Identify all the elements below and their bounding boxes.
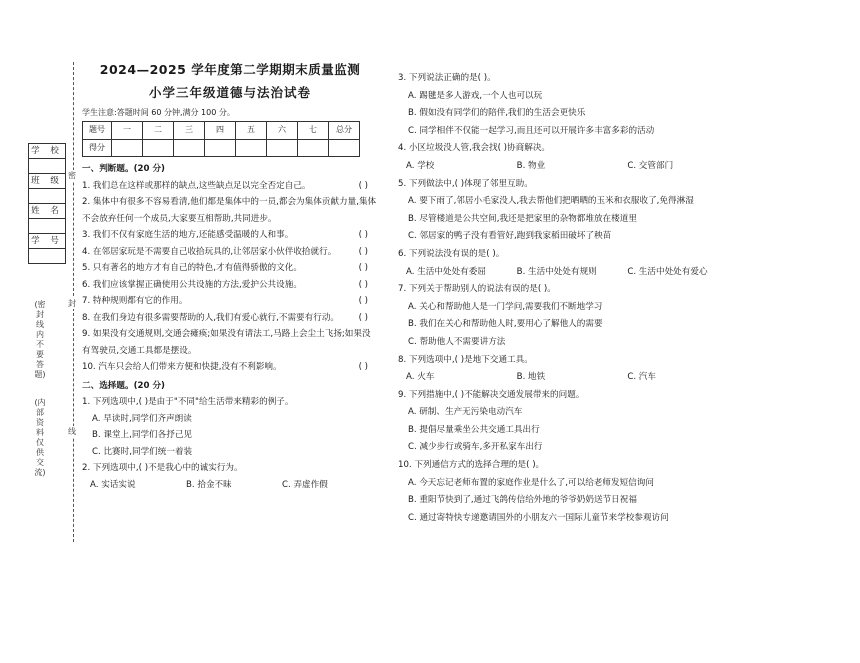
choice-option[interactable]: C. 生活中处处有爱心 xyxy=(627,266,708,277)
score-input-cell[interactable] xyxy=(236,139,267,157)
choice-q7-stem: 7. 下列关于帮助别人的说法有误的是( )。 xyxy=(398,284,556,295)
choice-q4-options xyxy=(398,158,738,176)
choice-option[interactable]: A. 早读时,同学们齐声朗读 xyxy=(92,413,192,424)
student-id-field[interactable] xyxy=(28,233,66,264)
choice-option[interactable]: B. 生活中处处有规则 xyxy=(516,266,597,277)
choice-q10-stem: 10. 下列通信方式的选择合理的是( )。 xyxy=(398,460,545,471)
judge-item-9: 9. 如果没有交通规则,交通会瘫痪;如果没有请法工,马路上会尘土飞扬;如果没有驾驶员,交通工具都是摆设。 xyxy=(82,329,371,356)
judge-item-6: 6. 我们应该掌握正确使用公共设施的方法,爱护公共设施。 ( ) xyxy=(82,277,378,294)
binding-note-internal: (内部资料 仅供交流) xyxy=(34,398,46,477)
score-table-header-row xyxy=(83,122,360,140)
choice-option[interactable]: A. 今天忘记老师布置的家庭作业是什么了,可以给老师发短信询问 xyxy=(408,477,654,488)
choice-q8-options xyxy=(398,369,738,387)
score-cell: 三 xyxy=(174,122,205,140)
score-input-cell[interactable] xyxy=(329,139,360,157)
section1-header: 一、判断题。(20 分) xyxy=(82,164,165,174)
choice-option[interactable]: A. 要下雨了,邻居小毛家没人,我去帮他们把晒晒的玉米和衣服收了,免得淋湿 xyxy=(408,196,694,207)
exam-note: 学生注意:答题时间 60 分钟,满分 100 分。 xyxy=(82,108,235,117)
answer-paren[interactable]: ( ) xyxy=(358,362,368,372)
score-cell: 五 xyxy=(236,122,267,140)
choice-q6-stem: 6. 下列说法没有误的是( )。 xyxy=(398,248,505,259)
choice-option[interactable]: C. 帮助他人不需要讲方法 xyxy=(408,336,506,347)
right-column xyxy=(398,70,738,527)
score-cell: 一 xyxy=(112,122,143,140)
choice-option[interactable]: B. 物业 xyxy=(516,160,546,171)
answer-paren[interactable]: ( ) xyxy=(358,263,368,273)
answer-paren[interactable]: ( ) xyxy=(358,180,368,191)
score-input-cell[interactable] xyxy=(112,139,143,157)
score-cell: 七 xyxy=(298,122,329,140)
score-table-score-row xyxy=(83,139,360,157)
choice-option[interactable]: B. 假如没有同学们的陪伴,我们的生活会更快乐 xyxy=(408,108,586,119)
answer-paren[interactable]: ( ) xyxy=(358,296,368,306)
choice-option[interactable]: B. 拾金不昧 xyxy=(186,479,232,490)
choice-option[interactable]: A. 学校 xyxy=(406,160,435,171)
choice-option[interactable]: C. 汽车 xyxy=(627,372,656,383)
judge-item-5: 5. 只有著名的地方才有自己的特色,才有值得骄傲的文化。 ( ) xyxy=(82,260,378,277)
score-input-cell[interactable] xyxy=(205,139,236,157)
choice-option[interactable]: C. 比赛时,同学们统一着装 xyxy=(92,446,193,457)
class-label: 班 级 xyxy=(29,174,65,189)
choice-option[interactable]: C. 交管部门 xyxy=(627,160,674,171)
judge-item-4: 4. 在邻居家玩是不需要自己收拾玩具的,让邻居家小伙伴收拾就行。 ( ) xyxy=(82,244,378,261)
score-input-cell[interactable] xyxy=(143,139,174,157)
score-input-cell[interactable] xyxy=(267,139,298,157)
section2-header: 二、选择题。(20 分) xyxy=(82,380,165,391)
exam-title: 2024—2025 学年度第二学期期末质量监测 xyxy=(99,62,361,77)
score-cell: 六 xyxy=(267,122,298,140)
exam-subtitle: 小学三年级道德与法治试卷 xyxy=(148,84,311,100)
answer-paren[interactable]: ( ) xyxy=(358,279,368,290)
binding-mark-feng: 封 xyxy=(68,299,76,308)
choice-q5-stem: 5. 下列做法中,( )体现了邻里互助。 xyxy=(398,178,533,189)
choice-option[interactable]: B. 重阳节快到了,通过飞鸽传信给外地的爷爷奶奶送节日祝福 xyxy=(408,495,637,506)
name-label: 姓 名 xyxy=(29,204,65,219)
choice-q2-stem: 2. 下列选项中,( )不是我心中的诚实行为。 xyxy=(82,463,243,473)
answer-paren[interactable]: ( ) xyxy=(358,246,368,257)
choice-option[interactable]: C. 同学相伴不仅能一起学习,而且还可以开展许多丰富多彩的活动 xyxy=(408,125,655,136)
choice-option[interactable]: A. 关心和帮助他人是一门学问,需要我们不断地学习 xyxy=(408,301,603,312)
choice-q2-options xyxy=(82,477,378,494)
choice-option[interactable]: B. 我们在关心和帮助他人时,要用心了解他人的需要 xyxy=(408,319,603,330)
choice-option[interactable]: A. 踢毽是多人游戏,一个人也可以玩 xyxy=(408,90,543,101)
score-input-cell[interactable] xyxy=(174,139,205,157)
score-cell: 总分 xyxy=(329,122,360,140)
left-column xyxy=(82,62,378,493)
choice-option[interactable]: C. 减少步行或骑车,多开私家车出行 xyxy=(408,442,543,453)
judge-item-7: 7. 特种规则都有它的作用。 ( ) xyxy=(82,293,378,310)
choice-option[interactable]: A. 研制、生产无污染电动汽车 xyxy=(408,407,523,418)
score-table xyxy=(82,121,360,157)
choice-option[interactable]: B. 地铁 xyxy=(516,372,546,383)
score-cell: 四 xyxy=(205,122,236,140)
student-id-label: 学 号 xyxy=(29,234,65,249)
score-input-cell[interactable] xyxy=(298,139,329,157)
school-label: 学 校 xyxy=(29,144,65,159)
choice-option[interactable]: B. 提倡尽量乘坐公共交通工具出行 xyxy=(408,424,540,435)
score-cell: 二 xyxy=(143,122,174,140)
binding-mark-xian: 线 xyxy=(68,427,76,436)
choice-option[interactable]: A. 火车 xyxy=(406,372,435,383)
score-cell: 题号 xyxy=(83,122,112,140)
choice-q4-stem: 4. 小区垃圾没人管,我会找( )协商解决。 xyxy=(398,143,551,154)
binding-mark-mi: 密 xyxy=(68,171,76,180)
choice-q1-stem: 1. 下列选项中,( )是由于"不同"给生活带来精彩的例子。 xyxy=(82,397,294,407)
judge-item-2: 2. 集体中有很多不容易看清,他们都是集体中的一员,都会为集体贡献力量,集体不会放弃任何一个成员,大家要互相帮助,共同进步。 xyxy=(82,197,377,224)
choice-q3-stem: 3. 下列说法正确的是( )。 xyxy=(398,73,496,83)
answer-paren[interactable]: ( ) xyxy=(358,312,368,323)
choice-q6-options xyxy=(398,264,738,282)
judge-item-8: 8. 在我们身边有很多需要帮助的人,我们有爱心就行,不需要有行动。 ( ) xyxy=(82,310,378,327)
choice-option[interactable]: B. 课堂上,同学们各抒己见 xyxy=(92,430,193,440)
school-field[interactable] xyxy=(28,143,66,174)
choice-option[interactable]: C. 弄虚作假 xyxy=(282,479,328,490)
binding-note-no-answer: (密封线内不要答题) xyxy=(34,300,46,379)
judge-item-3: 3. 我们不仅有家庭生活的地方,还能感受温暖的人和事。 ( ) xyxy=(82,227,378,244)
choice-option[interactable]: C. 通过寄特快专递邀请国外的小朋友六一国际儿童节来学校参观访问 xyxy=(408,512,669,523)
judge-item-10: 10. 汽车只会给人们带来方便和快捷,没有不利影响。 ( ) xyxy=(82,359,378,376)
choice-option[interactable]: A. 生活中处处有委屈 xyxy=(406,266,486,277)
choice-q9-stem: 9. 下列措施中,( )不能解决交通发展带来的问题。 xyxy=(398,389,585,400)
name-field[interactable] xyxy=(28,203,66,234)
choice-option[interactable]: C. 邻居家的鸭子没有看管好,跑到我家稻田破坏了秧苗 xyxy=(408,231,612,242)
judge-item-1: 1. 我们总在这样或那样的缺点,这些缺点足以完全否定自己。 ( ) xyxy=(82,178,378,195)
answer-paren[interactable]: ( ) xyxy=(358,230,368,240)
choice-option[interactable]: B. 尽管楼道是公共空间,我还是把家里的杂物都堆放在楼道里 xyxy=(408,213,637,224)
choice-q8-stem: 8. 下列选项中,( )是地下交通工具。 xyxy=(398,354,533,365)
class-field[interactable] xyxy=(28,173,66,204)
choice-option[interactable]: A. 实话实说 xyxy=(90,479,136,490)
score-cell: 得分 xyxy=(83,139,112,157)
